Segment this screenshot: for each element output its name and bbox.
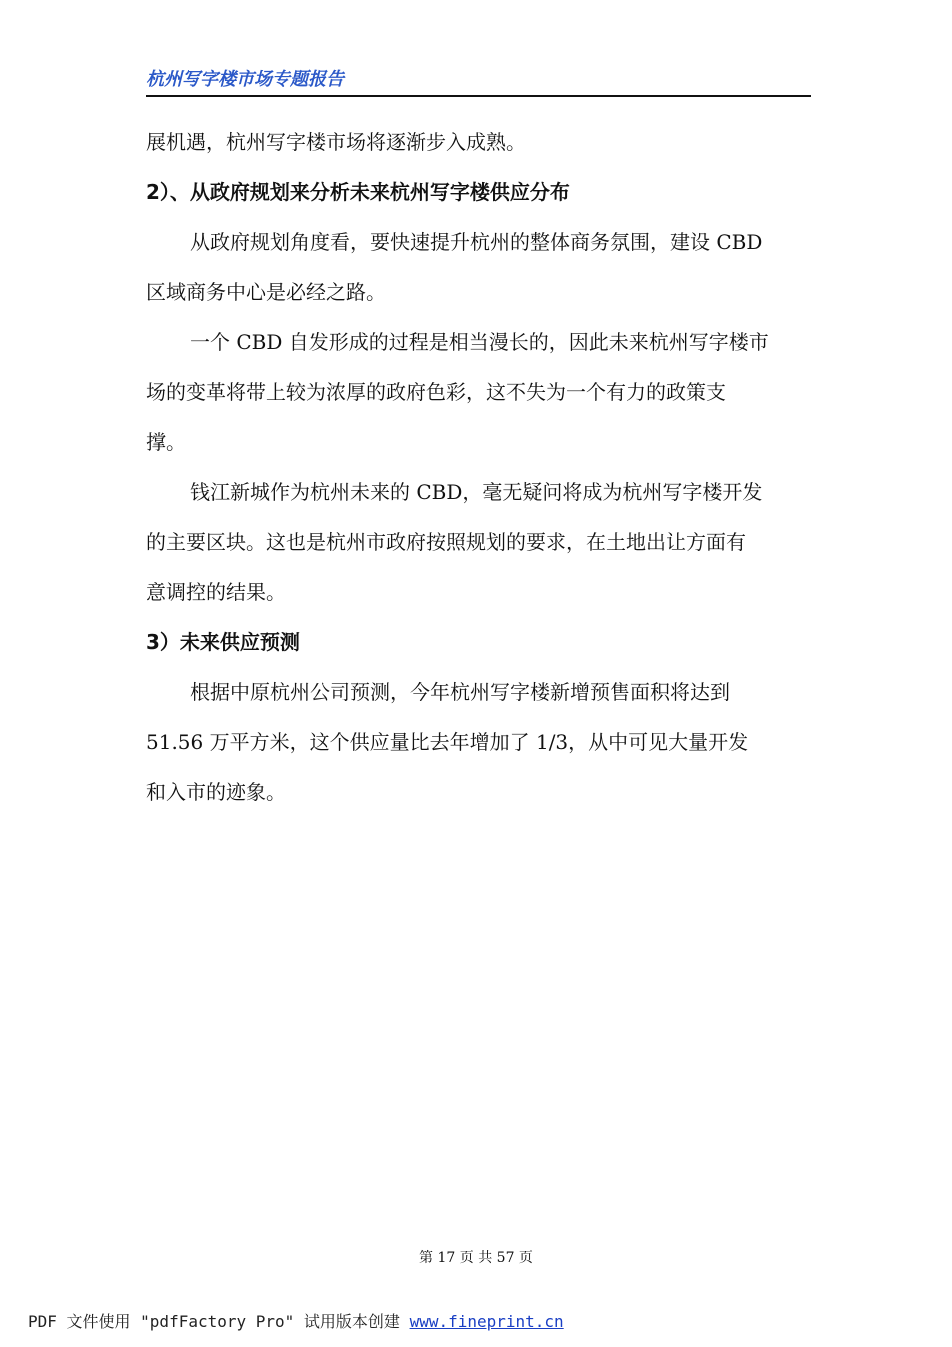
page-number: 第 17 页 共 57 页	[419, 1250, 533, 1266]
section-heading-3: 3）未来供应预测	[146, 630, 300, 654]
paragraph-line: 撑。	[146, 430, 186, 454]
paragraph-line: 51.56 万平方米，这个供应量比去年增加了 1/3，从中可见大量开发	[146, 730, 749, 754]
paragraph-line: 展机遇，杭州写字楼市场将逐渐步入成熟。	[146, 130, 526, 154]
paragraph-line: 一个 CBD 自发形成的过程是相当漫长的，因此未来杭州写字楼市	[190, 330, 769, 354]
paragraph-line: 的主要区块。这也是杭州市政府按照规划的要求，在土地出让方面有	[146, 530, 746, 554]
paragraph-line: 从政府规划角度看，要快速提升杭州的整体商务氛围，建设 CBD	[190, 230, 763, 254]
header-rule	[146, 95, 811, 97]
paragraph-line: 区域商务中心是必经之路。	[146, 280, 386, 304]
document-body	[146, 117, 808, 817]
paragraph-line: 钱江新城作为杭州未来的 CBD，毫无疑问将成为杭州写字楼开发	[190, 480, 763, 504]
paragraph-line: 根据中原杭州公司预测，今年杭州写字楼新增预售面积将达到	[190, 680, 730, 704]
report-header-title: 杭州写字楼市场专题报告	[146, 69, 344, 90]
paragraph-line: 和入市的迹象。	[146, 780, 286, 804]
footer-text: PDF 文件使用 "pdfFactory Pro" 试用版本创建	[28, 1312, 410, 1331]
section-heading-2: 2）、从政府规划来分析未来杭州写字楼供应分布	[146, 180, 570, 204]
fineprint-link[interactable]: www.fineprint.cn	[409, 1312, 564, 1331]
pdf-footer	[28, 1310, 564, 1334]
paragraph-line: 场的变革将带上较为浓厚的政府色彩，这不失为一个有力的政策支	[146, 380, 726, 404]
paragraph-line: 意调控的结果。	[146, 580, 286, 604]
